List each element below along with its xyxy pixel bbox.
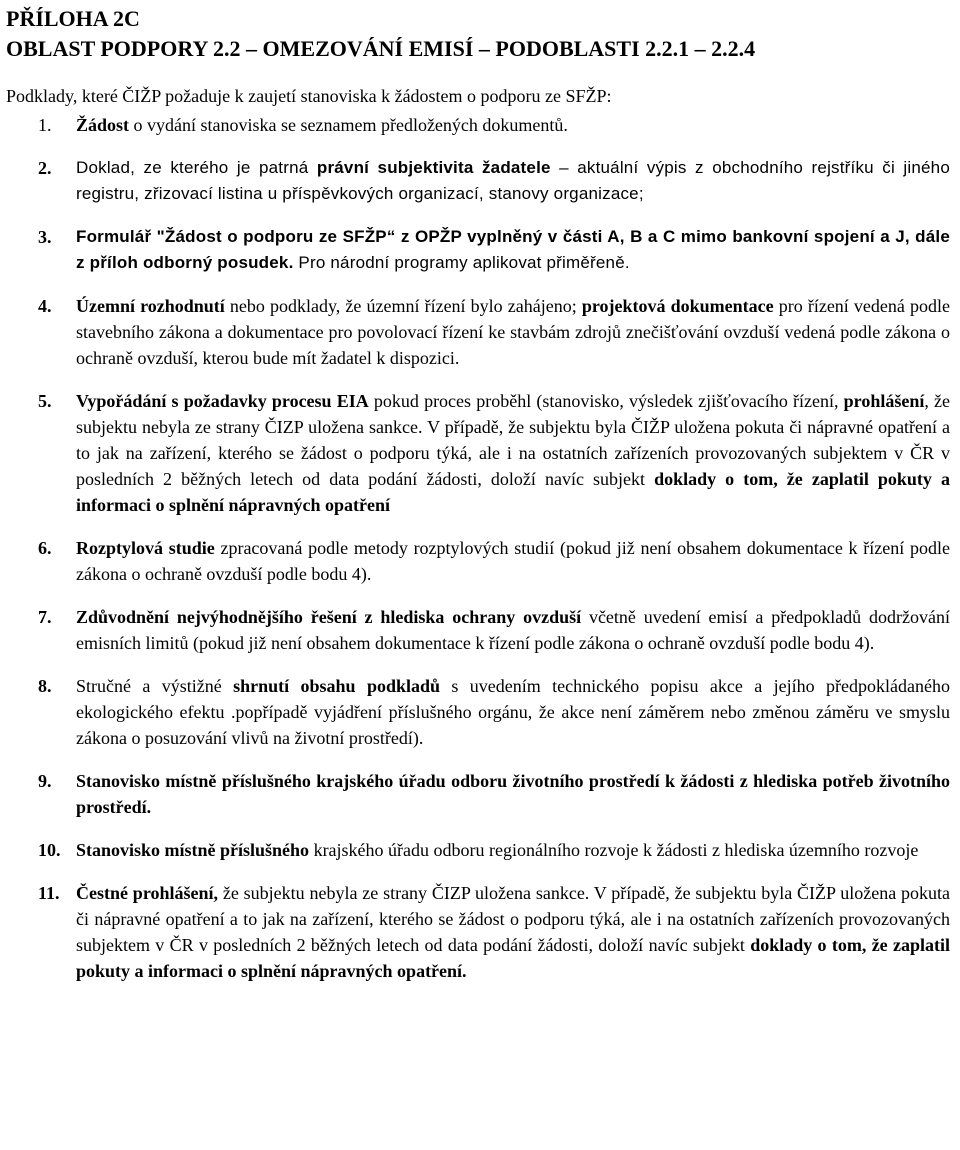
list-item-number: 10. <box>38 840 61 860</box>
emphasized-text: Čestné prohlášení, <box>76 883 219 903</box>
text-run: o vydání stanoviska se seznamem předložených dokumentů. <box>129 115 568 135</box>
list-item-number: 6. <box>38 538 52 558</box>
emphasized-text: právní subjektivita žadatele <box>316 158 551 177</box>
emphasized-text: Žádost <box>76 115 130 135</box>
emphasized-text: Stanovisko místně příslušného <box>76 840 310 860</box>
text-run: pro řízení vedená podle stavebního zákona a dokumentace pro povolovací řízení ke stavbám zdrojů znečišťování ovzduší vedená podle zákona o ochraně ovzduší, kterou bude mít žadatel k dispozici. <box>76 296 950 368</box>
document-title <box>6 4 950 64</box>
emphasized-text: shrnutí obsahu podkladů <box>233 676 441 696</box>
list-item <box>6 604 950 656</box>
emphasized-text: prohlášení <box>843 391 925 411</box>
list-item-number: 5. <box>38 391 52 411</box>
list-item-text <box>76 880 950 984</box>
list-item <box>6 880 950 984</box>
list-item <box>6 224 950 276</box>
list-item <box>6 837 950 863</box>
list-item <box>6 155 950 207</box>
title-line-1: PŘÍLOHA 2C <box>6 6 140 31</box>
list-item-number: 2. <box>38 158 52 178</box>
list-item-number: 11. <box>38 883 60 903</box>
list-item-number: 8. <box>38 676 52 696</box>
list-item-number: 1. <box>38 115 52 135</box>
list-item-text <box>76 388 950 518</box>
list-item-text <box>76 837 950 863</box>
emphasized-text: projektová dokumentace <box>581 296 774 316</box>
list-item-number: 3. <box>38 227 52 247</box>
list-item-number: 7. <box>38 607 52 627</box>
emphasized-text: Formulář "Žádost o podporu ze SFŽP“ z OPŽP vyplněný v části A, B a C mimo bankovní spojení a J, dále z příloh odborný posudek. <box>76 227 950 272</box>
text-run: pokud proces proběhl (stanovisko, výsledek zjišťovacího řízení, <box>368 391 844 411</box>
title-line-2: OBLAST PODPORY 2.2 – OMEZOVÁNÍ EMISÍ – PODOBLASTI 2.2.1 – 2.2.4 <box>6 36 756 61</box>
emphasized-text: Zdůvodnění nejvýhodnějšího řešení z hlediska ochrany ovzduší <box>76 607 582 627</box>
text-run: – aktuální výpis z obchodního rejstříku či jiného registru, zřizovací listina u příspěvkových organizací, stanovy organizace; <box>76 158 950 203</box>
list-item <box>6 293 950 371</box>
list-item-number: 9. <box>38 771 52 791</box>
text-run: Stručné a výstižné <box>76 676 234 696</box>
emphasized-text: doklady o tom, že zaplatil pokuty a informaci o splnění nápravných opatření <box>76 469 950 515</box>
intro-text: Podklady, které ČIŽP požaduje k zaujetí stanoviska k žádostem o podporu ze SFŽP: <box>6 86 612 106</box>
list-item <box>6 388 950 518</box>
text-run: krajského úřadu odboru regionálního rozvoje k žádosti z hlediska územního rozvoje <box>309 840 919 860</box>
list-item <box>6 535 950 587</box>
emphasized-text: Územní rozhodnutí <box>76 296 225 316</box>
list-item <box>6 768 950 820</box>
list-item <box>6 673 950 751</box>
list-item-text <box>76 224 950 276</box>
text-run: Pro národní programy aplikovat přiměřeně. <box>293 253 630 272</box>
list-item-number: 4. <box>38 296 52 316</box>
text-run: s uvedením technického popisu akce a jejího předpokládaného ekologického efektu .popřípadě vyjádření příslušného orgánu, že akce není záměrem nebo změnou záměru ve smyslu zákona o posuzování vlivů na životní prostředí). <box>76 676 950 748</box>
emphasized-text: Stanovisko místně příslušného krajského úřadu odboru životního prostředí k žádosti z hlediska potřeb životního prostředí. <box>76 771 950 817</box>
list-item-text <box>76 155 950 207</box>
list-item <box>6 112 950 138</box>
emphasized-text: Vypořádání s požadavky procesu EIA <box>76 391 369 411</box>
emphasized-text: doklady o tom, že zaplatil pokuty a informaci o splnění nápravných opatření. <box>76 935 950 981</box>
list-item-text <box>76 673 950 751</box>
text-run: včetně uvedení emisí a předpokladů dodržování emisních limitů (pokud již není obsahem dokumentace k řízení podle zákona o ochraně ovzduší podle bodu 4). <box>76 607 950 653</box>
text-run: že subjektu nebyla ze strany ČIZP uložena sankce. V případě, že subjektu byla ČIŽP uložena pokuta či nápravné opatření a to jak na zařízení, kterého se žádost o podporu týká, ale i na ostatních zařízeních provozovaných subjektem v ČR v posledních 2 běžných letech od data podání žádosti, doloží navíc subjekt <box>76 883 950 955</box>
emphasized-text: Rozptylová studie <box>76 538 215 558</box>
list-item-text <box>76 293 950 371</box>
requirements-list <box>6 112 950 984</box>
list-item-text <box>76 768 950 820</box>
list-item-text <box>76 535 950 587</box>
text-run: zpracovaná podle metody rozptylových studií (pokud již není obsahem dokumentace k řízení podle zákona o ochraně ovzduší podle bodu 4). <box>76 538 950 584</box>
text-run: , že subjektu nebyla ze strany ČIZP uložena sankce. V případě, že subjektu byla ČIŽP uložena pokuta či nápravné opatření a to jak na zařízení, kterého se žádost o podporu týká, ale i na ostatních zařízeních provozovaných subjektem v ČR v posledních 2 běžných letech od data podání žádosti, doloží navíc subjekt <box>76 391 950 489</box>
list-item-text <box>76 604 950 656</box>
text-run: Doklad, ze kterého je patrná <box>76 158 317 177</box>
list-item-text <box>76 112 950 138</box>
text-run: nebo podklady, že územní řízení bylo zahájeno; <box>224 296 582 316</box>
